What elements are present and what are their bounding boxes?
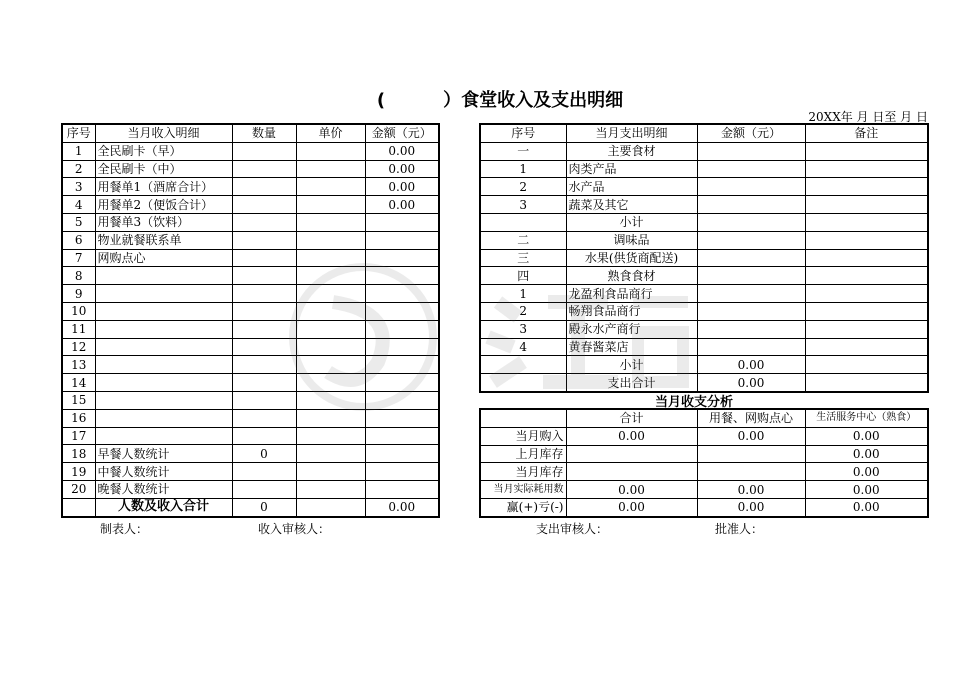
income-row-price xyxy=(296,480,365,498)
income-row-item: 全民刷卡（中） xyxy=(95,160,232,178)
expense-row-note xyxy=(805,338,928,356)
analysis-row-label: 当月实际耗用数 xyxy=(480,481,566,499)
income-row-qty xyxy=(232,391,296,409)
analysis-row xyxy=(480,481,928,499)
expense-row-note xyxy=(805,374,928,392)
income-row-amount: 0.00 xyxy=(365,160,439,178)
income-row xyxy=(62,160,439,178)
income-row-price xyxy=(296,249,365,267)
income-row-price xyxy=(296,463,365,481)
income-row-qty xyxy=(232,267,296,285)
approver-label: 批准人： xyxy=(715,522,764,536)
income-row-no: 3 xyxy=(62,178,95,196)
expense-row-note xyxy=(805,213,928,231)
expense-row-note xyxy=(805,285,928,303)
expense-row-item: 黄春酱菜店 xyxy=(566,338,697,356)
income-row-no: 4 xyxy=(62,196,95,214)
income-row xyxy=(62,391,439,409)
expense-row-note xyxy=(805,142,928,160)
income-row-amount xyxy=(365,391,439,409)
income-row-item: 用餐单1（酒席合计） xyxy=(95,178,232,196)
expense-row xyxy=(480,178,928,196)
analysis-row-total: 0.00 xyxy=(566,481,697,499)
analysis-row-center: 0.00 xyxy=(805,427,928,445)
income-row-item: 用餐单3（饮料） xyxy=(95,213,232,231)
expense-row-item: 小计 xyxy=(566,356,697,374)
expense-row-note xyxy=(805,160,928,178)
expense-header-cell: 当月支出明细 xyxy=(566,124,697,142)
income-row-price xyxy=(296,213,365,231)
income-row-price xyxy=(296,160,365,178)
income-row-no: 11 xyxy=(62,320,95,338)
expense-row-item: 支出合计 xyxy=(566,374,697,392)
analysis-row-meal: 0.00 xyxy=(697,481,805,499)
expense-row-amount xyxy=(697,178,805,196)
analysis-header-cell: 用餐、网购点心 xyxy=(697,409,805,427)
expense-row-item: 畅翔食品商行 xyxy=(566,302,697,320)
expense-row-no: 3 xyxy=(480,320,566,338)
expense-row xyxy=(480,302,928,320)
expense-row-no: 三 xyxy=(480,249,566,267)
income-total-price xyxy=(296,498,365,516)
expense-row xyxy=(480,249,928,267)
income-row-item xyxy=(95,302,232,320)
income-row-no: 18 xyxy=(62,445,95,463)
expense-row-note xyxy=(805,320,928,338)
expense-header-row xyxy=(480,124,928,142)
expense-row-amount xyxy=(697,320,805,338)
income-row-price xyxy=(296,427,365,445)
analysis-header-cell xyxy=(480,409,566,427)
expense-header-cell: 序号 xyxy=(480,124,566,142)
income-row-amount: 0.00 xyxy=(365,178,439,196)
income-row-qty xyxy=(232,480,296,498)
income-row xyxy=(62,196,439,214)
income-header-cell: 金额（元） xyxy=(365,124,439,142)
income-row-item: 全民刷卡（早） xyxy=(95,142,232,160)
analysis-row-label: 当月购入 xyxy=(480,427,566,445)
income-row xyxy=(62,178,439,196)
analysis-row xyxy=(480,498,928,516)
title-open-paren: ( xyxy=(376,90,386,111)
income-total-amount: 0.00 xyxy=(365,498,439,516)
income-row-no: 15 xyxy=(62,391,95,409)
income-row-qty xyxy=(232,338,296,356)
analysis-row-meal: 0.00 xyxy=(697,498,805,516)
expense-row-item: 蔬菜及其它 xyxy=(566,196,697,214)
expense-row-item: 主要食材 xyxy=(566,142,697,160)
income-row-qty xyxy=(232,356,296,374)
expense-header-cell: 备注 xyxy=(805,124,928,142)
income-row-item: 早餐人数统计 xyxy=(95,445,232,463)
expense-row-note xyxy=(805,249,928,267)
income-row xyxy=(62,374,439,392)
income-row-no: 5 xyxy=(62,213,95,231)
analysis-header-row xyxy=(480,409,928,427)
income-row-qty xyxy=(232,302,296,320)
income-row-item: 中餐人数统计 xyxy=(95,463,232,481)
income-row xyxy=(62,231,439,249)
income-row xyxy=(62,463,439,481)
income-reviewer-label: 收入审核人： xyxy=(258,522,331,536)
expense-row-amount xyxy=(697,302,805,320)
income-row-no: 12 xyxy=(62,338,95,356)
expense-row-no: 四 xyxy=(480,267,566,285)
income-row-price xyxy=(296,302,365,320)
expense-row-item: 殿永水产商行 xyxy=(566,320,697,338)
expense-row-no: 4 xyxy=(480,338,566,356)
analysis-row-label: 赢(+)亏(-) xyxy=(480,498,566,516)
income-row-price xyxy=(296,285,365,303)
income-row-amount xyxy=(365,445,439,463)
expense-row-note xyxy=(805,231,928,249)
income-row-item xyxy=(95,356,232,374)
income-row-qty xyxy=(232,196,296,214)
income-row-item: 用餐单2（便饭合计） xyxy=(95,196,232,214)
income-row-amount xyxy=(365,374,439,392)
income-row-amount xyxy=(365,338,439,356)
income-header-cell: 单价 xyxy=(296,124,365,142)
income-row-qty xyxy=(232,178,296,196)
expense-row-no xyxy=(480,356,566,374)
expense-row xyxy=(480,374,928,392)
income-row xyxy=(62,480,439,498)
expense-row-no: 1 xyxy=(480,160,566,178)
analysis-row-total xyxy=(566,445,697,463)
income-row-no: 14 xyxy=(62,374,95,392)
income-row xyxy=(62,338,439,356)
analysis-row xyxy=(480,427,928,445)
analysis-table xyxy=(479,408,929,518)
expense-row-amount xyxy=(697,231,805,249)
analysis-row-center: 0.00 xyxy=(805,481,928,499)
income-row-qty xyxy=(232,409,296,427)
income-row-no: 6 xyxy=(62,231,95,249)
income-row-price xyxy=(296,320,365,338)
income-total-row xyxy=(62,498,439,516)
income-row-qty: 0 xyxy=(232,445,296,463)
income-row-price xyxy=(296,338,365,356)
analysis-row-label: 上月库存 xyxy=(480,445,566,463)
analysis-row-label: 当月库存 xyxy=(480,463,566,481)
income-row-amount: 0.00 xyxy=(365,196,439,214)
expense-row-item: 水果(供货商配送) xyxy=(566,249,697,267)
income-row-item xyxy=(95,285,232,303)
expense-row-amount: 0.00 xyxy=(697,374,805,392)
expense-row-item: 肉类产品 xyxy=(566,160,697,178)
expense-row-item: 龙盈利食品商行 xyxy=(566,285,697,303)
income-row-amount xyxy=(365,231,439,249)
expense-row-no: 1 xyxy=(480,285,566,303)
income-row xyxy=(62,409,439,427)
expense-row xyxy=(480,338,928,356)
income-row-no: 17 xyxy=(62,427,95,445)
income-row-qty xyxy=(232,427,296,445)
expense-row-amount xyxy=(697,249,805,267)
analysis-row-meal xyxy=(697,445,805,463)
income-row-qty xyxy=(232,285,296,303)
income-row-item xyxy=(95,409,232,427)
title-text: ）食堂收入及支出明细 xyxy=(443,90,624,111)
income-row-qty xyxy=(232,374,296,392)
income-row-item xyxy=(95,320,232,338)
income-row-amount xyxy=(365,427,439,445)
income-row xyxy=(62,427,439,445)
income-row-price xyxy=(296,374,365,392)
expense-row-no: 3 xyxy=(480,196,566,214)
expense-row-note xyxy=(805,267,928,285)
income-row xyxy=(62,142,439,160)
expense-row-no: 2 xyxy=(480,302,566,320)
analysis-row-center: 0.00 xyxy=(805,445,928,463)
income-table xyxy=(61,123,440,518)
income-row-qty xyxy=(232,160,296,178)
expense-table xyxy=(479,123,929,393)
expense-row xyxy=(480,213,928,231)
analysis-row xyxy=(480,463,928,481)
analysis-row-total: 0.00 xyxy=(566,498,697,516)
income-row-price xyxy=(296,231,365,249)
analysis-header-cell: 生活服务中心（熟食） xyxy=(805,409,928,427)
income-header-cell: 当月收入明细 xyxy=(95,124,232,142)
expense-row-note xyxy=(805,178,928,196)
income-row-no: 10 xyxy=(62,302,95,320)
income-row-amount xyxy=(365,213,439,231)
income-row xyxy=(62,445,439,463)
income-row-amount xyxy=(365,409,439,427)
income-row-amount xyxy=(365,302,439,320)
expense-row xyxy=(480,231,928,249)
analysis-title: 当月收支分析 xyxy=(655,395,734,410)
expense-row-amount xyxy=(697,142,805,160)
income-header-cell: 序号 xyxy=(62,124,95,142)
income-row-no: 9 xyxy=(62,285,95,303)
expense-row-amount: 0.00 xyxy=(697,356,805,374)
income-row xyxy=(62,302,439,320)
expense-row xyxy=(480,267,928,285)
expense-row xyxy=(480,160,928,178)
income-row-no: 13 xyxy=(62,356,95,374)
expense-row-item: 水产品 xyxy=(566,178,697,196)
expense-row-amount xyxy=(697,267,805,285)
income-row xyxy=(62,249,439,267)
expense-row-no: 2 xyxy=(480,178,566,196)
income-row-item xyxy=(95,391,232,409)
income-row-qty xyxy=(232,142,296,160)
expense-header-cell: 金额（元） xyxy=(697,124,805,142)
income-row-item xyxy=(95,267,232,285)
income-row xyxy=(62,356,439,374)
income-row-item: 物业就餐联系单 xyxy=(95,231,232,249)
income-row-amount xyxy=(365,285,439,303)
expense-row-no: 二 xyxy=(480,231,566,249)
income-total-qty: 0 xyxy=(232,498,296,516)
income-row xyxy=(62,213,439,231)
income-row-amount: 0.00 xyxy=(365,142,439,160)
income-row-no: 7 xyxy=(62,249,95,267)
expense-row-item: 熟食食材 xyxy=(566,267,697,285)
expense-row-note xyxy=(805,196,928,214)
income-row-item xyxy=(95,338,232,356)
expense-row xyxy=(480,196,928,214)
income-row-price xyxy=(296,267,365,285)
income-row-no: 2 xyxy=(62,160,95,178)
income-row-no: 19 xyxy=(62,463,95,481)
income-row-qty xyxy=(232,231,296,249)
expense-row-amount xyxy=(697,160,805,178)
income-row-amount xyxy=(365,356,439,374)
preparer-label: 制表人： xyxy=(100,522,149,536)
income-row-item xyxy=(95,427,232,445)
income-row-price xyxy=(296,391,365,409)
analysis-row-meal xyxy=(697,463,805,481)
analysis-row xyxy=(480,445,928,463)
expense-row xyxy=(480,285,928,303)
date-range: 20XX年 月 日至 月 日 xyxy=(808,110,928,124)
analysis-row-meal: 0.00 xyxy=(697,427,805,445)
income-row xyxy=(62,285,439,303)
expense-row-amount xyxy=(697,338,805,356)
expense-row-no xyxy=(480,213,566,231)
income-row-amount xyxy=(365,267,439,285)
income-row-amount xyxy=(365,480,439,498)
income-row-price xyxy=(296,356,365,374)
expense-row-note xyxy=(805,302,928,320)
analysis-row-total: 0.00 xyxy=(566,427,697,445)
income-row-amount xyxy=(365,249,439,267)
income-row-qty xyxy=(232,320,296,338)
income-row-no: 1 xyxy=(62,142,95,160)
income-row-no: 16 xyxy=(62,409,95,427)
expense-row-amount xyxy=(697,196,805,214)
income-header-cell: 数量 xyxy=(232,124,296,142)
income-row-price xyxy=(296,409,365,427)
income-row-amount xyxy=(365,320,439,338)
income-header-row xyxy=(62,124,439,142)
expense-row-item: 调味品 xyxy=(566,231,697,249)
income-row-item xyxy=(95,374,232,392)
income-row-no: 8 xyxy=(62,267,95,285)
income-row xyxy=(62,267,439,285)
income-row xyxy=(62,320,439,338)
expense-row-note xyxy=(805,356,928,374)
expense-row-amount xyxy=(697,213,805,231)
analysis-row-total xyxy=(566,463,697,481)
income-row-price xyxy=(296,196,365,214)
analysis-row-center: 0.00 xyxy=(805,463,928,481)
income-row-amount xyxy=(365,463,439,481)
expense-row xyxy=(480,356,928,374)
income-row-qty xyxy=(232,463,296,481)
income-row-price xyxy=(296,445,365,463)
income-row-item: 晚餐人数统计 xyxy=(95,480,232,498)
income-row-price xyxy=(296,178,365,196)
expense-row xyxy=(480,142,928,160)
income-row-price xyxy=(296,142,365,160)
income-row-item: 网购点心 xyxy=(95,249,232,267)
analysis-header-cell: 合计 xyxy=(566,409,697,427)
income-total-label: 人数及收入合计 xyxy=(95,498,232,516)
expense-reviewer-label: 支出审核人： xyxy=(536,522,609,536)
expense-row-item: 小计 xyxy=(566,213,697,231)
expense-row-amount xyxy=(697,285,805,303)
income-row-no: 20 xyxy=(62,480,95,498)
expense-row-no xyxy=(480,374,566,392)
expense-row xyxy=(480,320,928,338)
income-row-qty xyxy=(232,249,296,267)
expense-row-no: 一 xyxy=(480,142,566,160)
income-row-qty xyxy=(232,213,296,231)
analysis-row-center: 0.00 xyxy=(805,498,928,516)
